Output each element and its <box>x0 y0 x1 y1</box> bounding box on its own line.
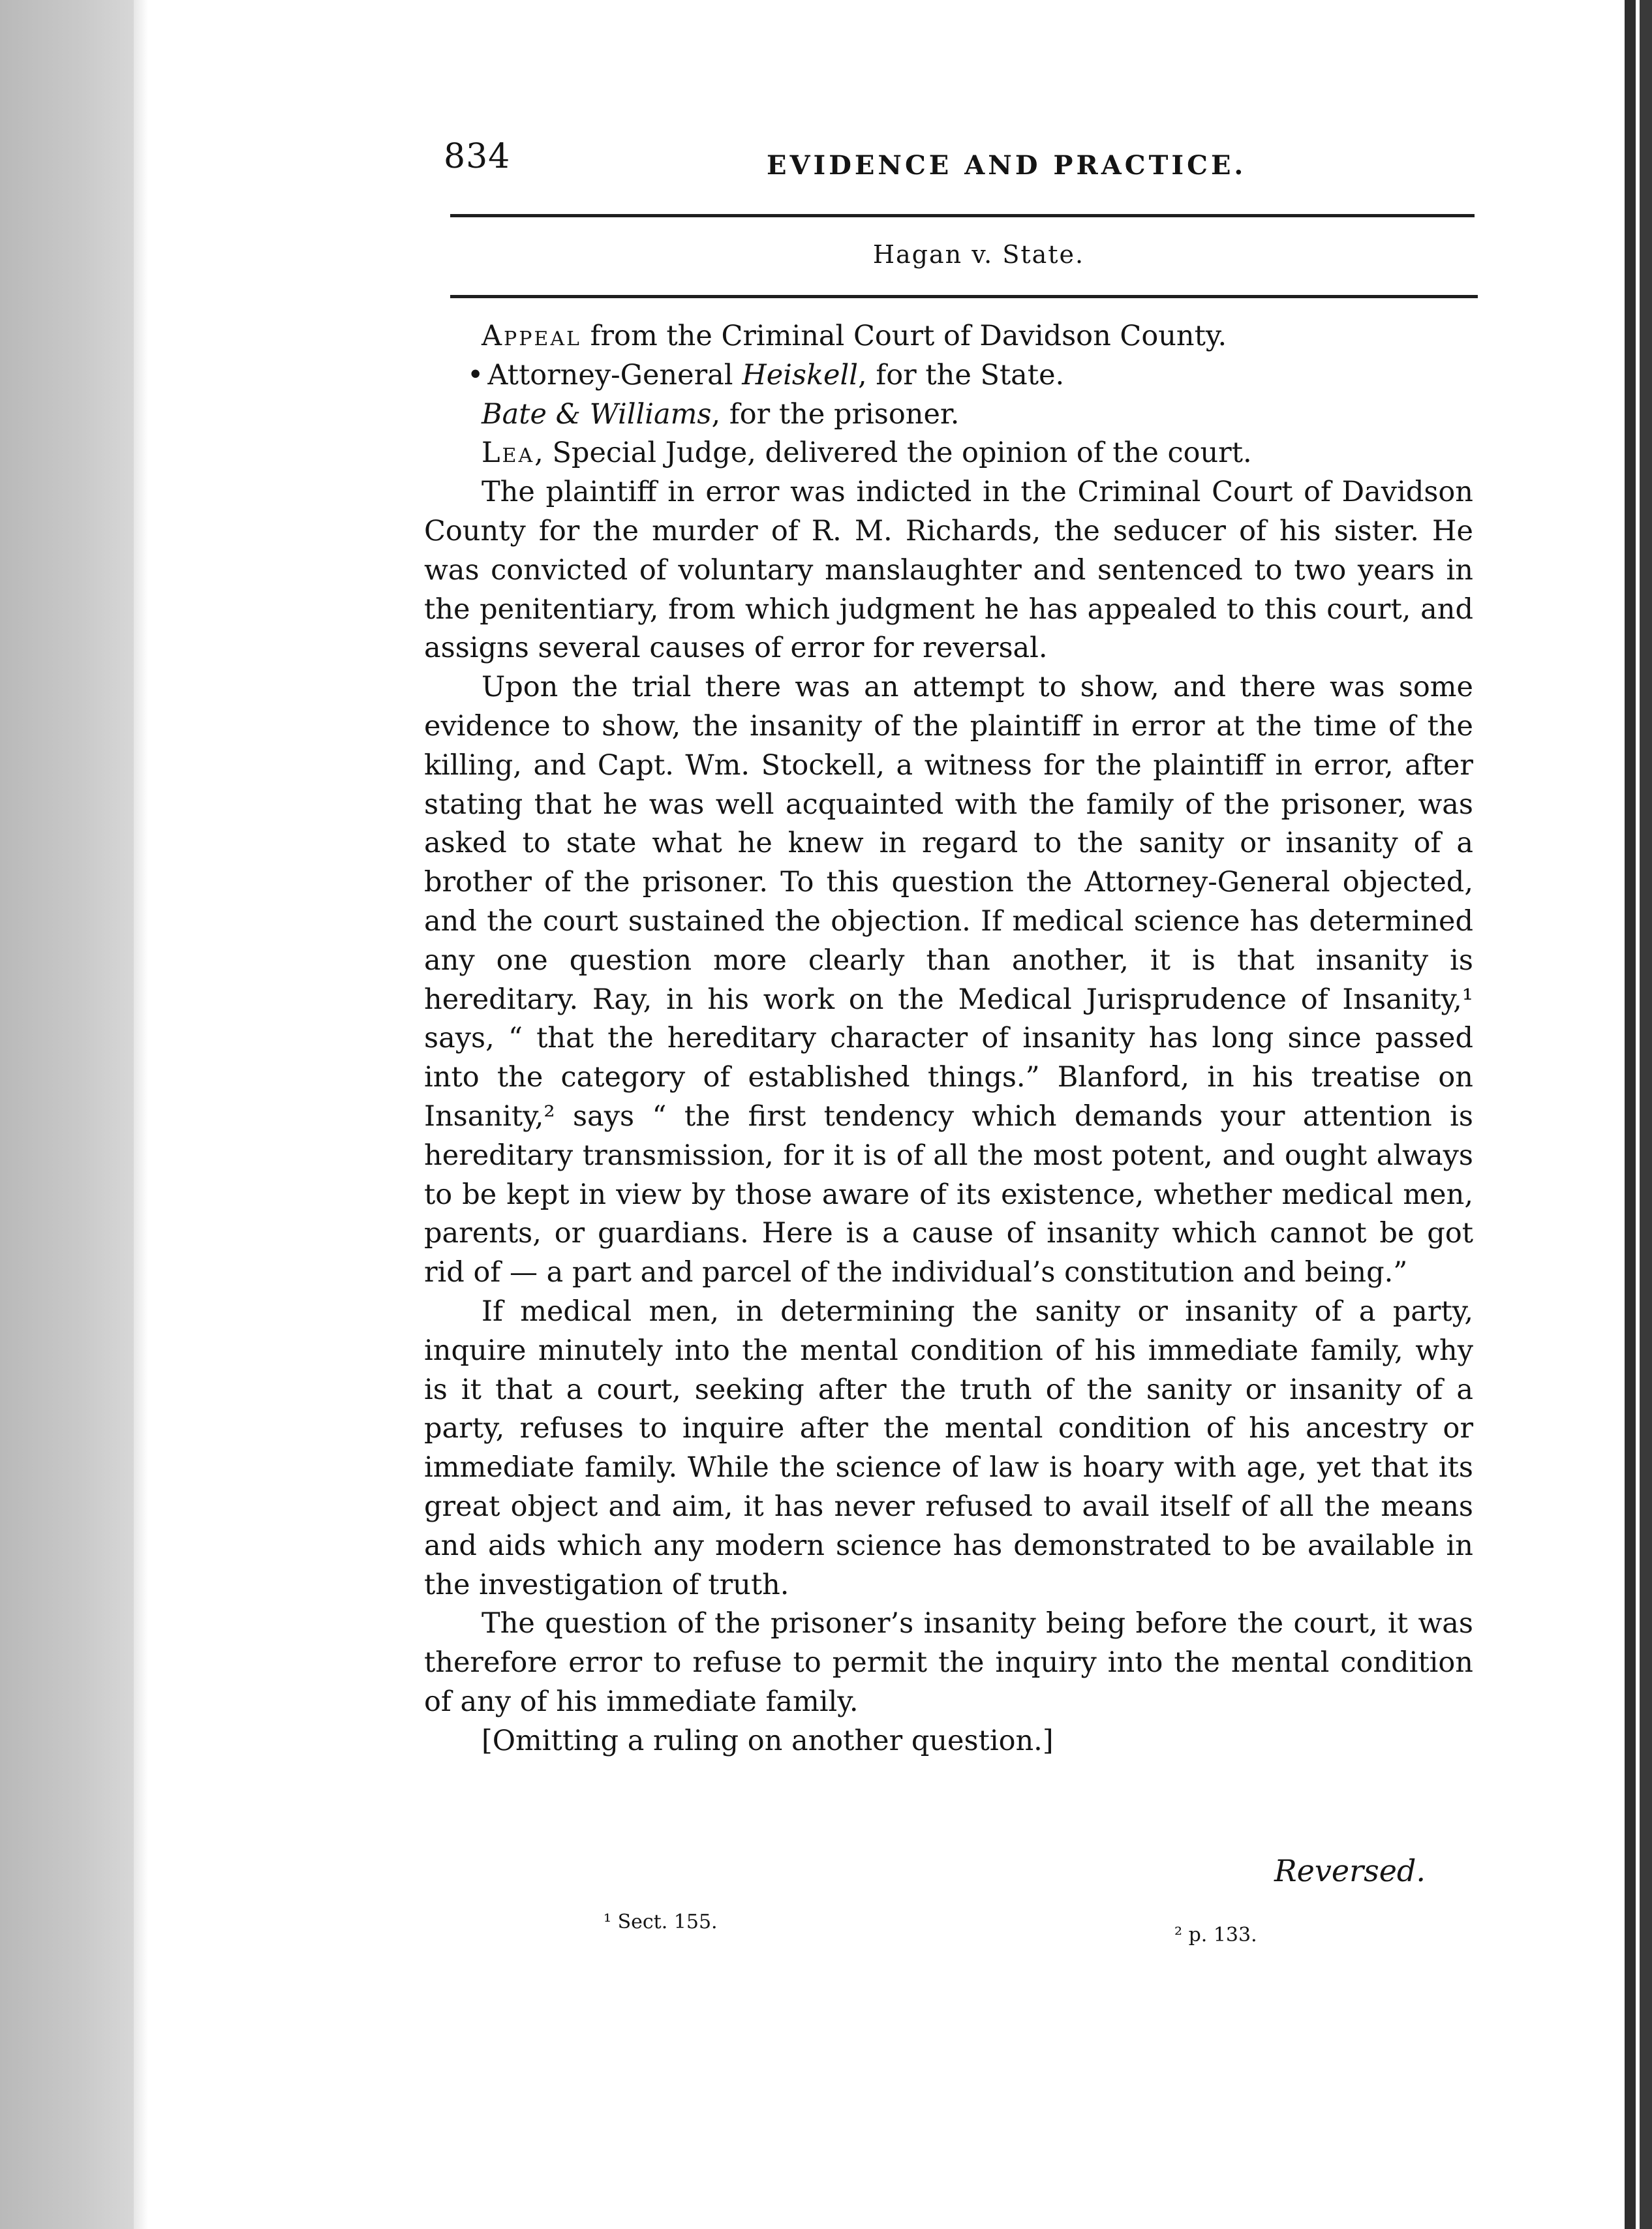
paragraph-omission: [Omitting a ruling on another question.] <box>482 1724 1054 1757</box>
page-number: 834 <box>444 137 511 176</box>
paragraph-trial: Upon the trial there was an attempt to show, and there was some evidence to show, the insanity of the plaintiff in error at the time of the killing, and Capt. Wm. Stockell, a witness for the plaintiff in error, after stating that he was well acquainted with the family of the prisoner, was asked to state what he knew in regard to the sanity or insanity of a brother of the prisoner. To this question the Attorney-General objected, and the court sustained the objection. If medical science has determined any one question more clearly than another, it is that insanity is hereditary. Ray, in his work on the Medical Jurisprudence of Insanity,¹ says, “ that the hereditary character of insanity has long since passed into the category of established things.” Blanford, in his treatise on Insanity,² says “ the first tendency which demands your attention is hereditary transmission, for it is of all the most potent, and ought always to be kept in view by those aware of its existence, whether medical men, parents, or guardians. Here is a cause of insanity which cannot be got rid of — a part and parcel of the individual’s constitution and being.” <box>424 671 1473 1289</box>
judgment-result: Reversed. <box>1274 1853 1426 1888</box>
paragraph-reasoning: If medical men, in determining the sanity or insanity of a party, inquire minutely into the mental condition of his immediate family, why is it that a court, seeking after the truth of the sanity or insanity of a party, refuses to inquire after the mental condition of his ancestry or immediate family. While the science of law is hoary with age, yet that its great object and aim, it has never refused to avail itself of all the means and aids which any modern science has demonstrated to be available in the investigation of truth. <box>424 1295 1473 1601</box>
scan-shadow-right <box>1625 0 1652 2229</box>
bullet-mark: • <box>467 358 484 392</box>
appeal-text: from the Criminal Court of Davidson County. <box>581 320 1227 352</box>
paragraph-facts: The plaintiff in error was indicted in the Criminal Court of Davidson County for the murder of R. M. Richards, the seducer of his sister. He was convicted of voluntary manslaughter and sentenced to two years in the penitentiary, from which judgment he has appealed to this court, and assigns several causes of error for reversal. <box>424 476 1473 665</box>
attorney-suffix: , for the State. <box>857 358 1065 392</box>
opinion-body <box>424 317 1473 1760</box>
judge-line <box>424 434 1473 473</box>
paragraph-holding: The question of the prisoner’s insanity being before the court, it was therefore error to refuse to permit the inquiry into the mental condition of any of his immediate family. <box>424 1607 1473 1718</box>
header-rule-top <box>450 214 1475 217</box>
footnote-1: ¹ Sect. 155. <box>604 1911 718 1933</box>
attorney-name: Heiskell <box>742 358 858 392</box>
counsel-suffix: , for the prisoner. <box>711 397 960 431</box>
scan-edge-left <box>134 0 148 2229</box>
scan-shadow-left <box>0 0 134 2229</box>
judge-lead: Lea <box>482 437 535 470</box>
footnote-2: ² p. 133. <box>1174 1924 1257 1946</box>
appeal-line <box>424 317 1473 356</box>
attorney-prefix: Attorney-General <box>487 358 742 392</box>
attorney-line <box>424 356 1473 395</box>
header-rule-bottom <box>450 295 1478 298</box>
counsel-line <box>424 395 1473 435</box>
judge-text: , Special Judge, delivered the opinion of the court. <box>534 437 1252 470</box>
running-head: EVIDENCE AND PRACTICE. <box>767 150 1247 181</box>
counsel-names: Bate & Williams <box>482 397 712 431</box>
case-name: Hagan v. State. <box>872 240 1085 269</box>
appeal-lead: Appeal <box>482 320 581 352</box>
